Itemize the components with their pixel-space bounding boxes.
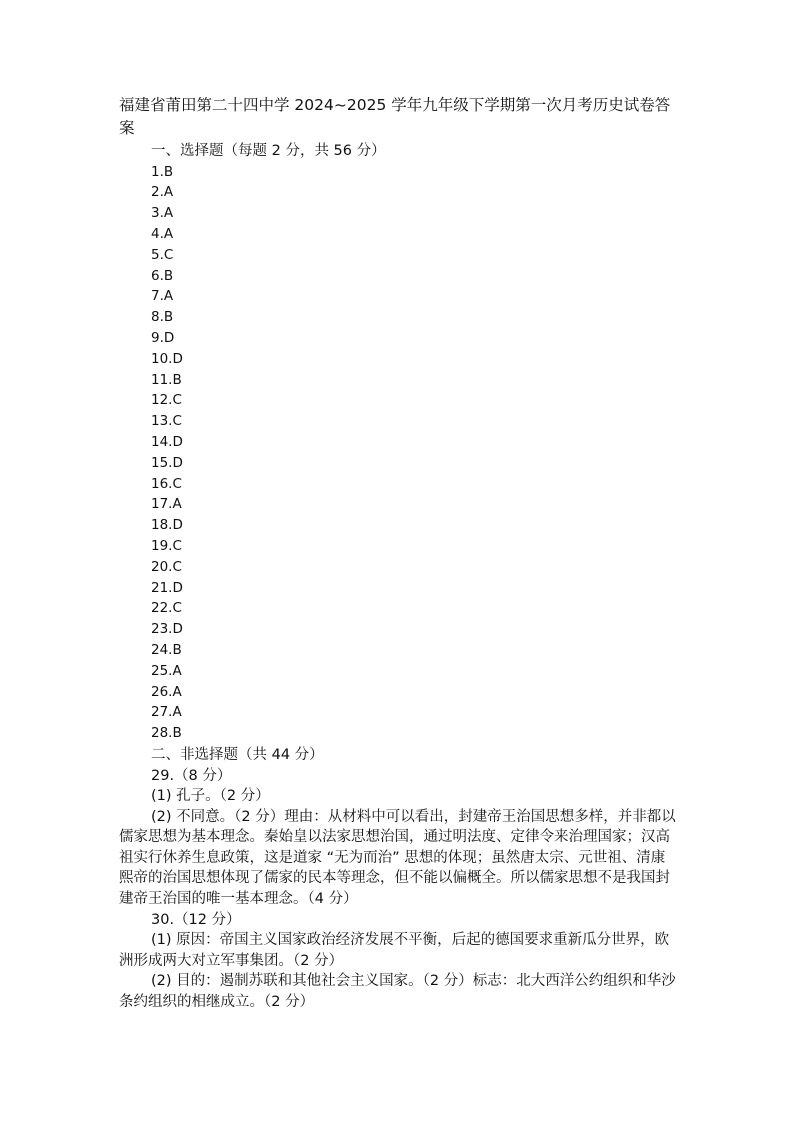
question-29-answer-1: (1) 孔子。（2 分） bbox=[151, 788, 270, 805]
answer-item: 9.D bbox=[151, 329, 175, 346]
question-30-answer-2: (2) 目的：遏制苏联和其他社会主义国家。（2 分）标志：北大西洋公约组织和华沙条约组织的相继成立。（2 分） bbox=[119, 973, 676, 1011]
document-title: 福建省莆田第二十四中学 2024~2025 学年九年级下学期第一次月考历史试卷答案 bbox=[119, 96, 671, 137]
answer-item: 14.D bbox=[151, 433, 183, 450]
answer-list bbox=[119, 162, 676, 744]
answer-item: 3.A bbox=[151, 205, 174, 222]
answer-item: 15.D bbox=[151, 454, 183, 471]
answer-item: 1.B bbox=[151, 163, 174, 180]
answer-item: 5.C bbox=[151, 246, 174, 263]
answer-item: 8.B bbox=[151, 309, 174, 326]
answer-item: 26.A bbox=[151, 683, 182, 700]
answer-item: 27.A bbox=[151, 704, 182, 721]
answer-item: 12.C bbox=[151, 392, 182, 409]
question-29-answer-2: (2) 不同意。（2 分）理由：从材料中可以看出，封建帝王治国思想多样，并非都以儒家思想为基本理念。秦始皇以法家思想治国，通过明法度、定律令来治理国家；汉高祖实行休养生息政策，这是道家 “无为而治” 思想的体现；虽然唐太宗、元世祖、清康熙帝的治国思想体现了儒家的民本等理念，但不能以偏概全。所以儒家思想不是我国封建帝王治国的唯一基本理念。（4 分） bbox=[119, 808, 676, 908]
answer-item: 25.A bbox=[151, 662, 182, 679]
answer-item: 22.C bbox=[151, 600, 182, 617]
question-30-answer-1: (1) 原因：帝国主义国家政治经济发展不平衡，后起的德国要求重新瓜分世界，欧洲形成两大对立军事集团。（2 分） bbox=[119, 932, 670, 969]
answer-item: 18.D bbox=[151, 517, 183, 534]
answer-item: 16.C bbox=[151, 475, 182, 492]
answer-item: 20.C bbox=[151, 558, 182, 575]
answer-item: 2.A bbox=[151, 184, 174, 201]
answer-item: 11.B bbox=[151, 371, 182, 388]
answer-item: 19.C bbox=[151, 537, 182, 554]
answer-item: 21.D bbox=[151, 579, 183, 596]
answer-item: 13.C bbox=[151, 413, 182, 430]
section-heading-multiple-choice: 一、选择题（每题 2 分，共 56 分） bbox=[151, 143, 386, 159]
question-30-header: 30.（12 分） bbox=[151, 911, 241, 928]
question-29-header: 29.（8 分） bbox=[151, 767, 232, 784]
answer-item: 4.A bbox=[151, 225, 174, 242]
answer-item: 6.B bbox=[151, 267, 174, 284]
answer-item: 7.A bbox=[151, 288, 174, 305]
section-heading-non-choice: 二、非选择题（共 44 分） bbox=[151, 746, 324, 763]
answer-item: 10.D bbox=[151, 350, 183, 367]
answer-item: 28.B bbox=[151, 725, 182, 742]
answer-item: 24.B bbox=[151, 641, 182, 658]
answer-item: 17.A bbox=[151, 496, 182, 513]
answer-item: 23.D bbox=[151, 621, 183, 638]
